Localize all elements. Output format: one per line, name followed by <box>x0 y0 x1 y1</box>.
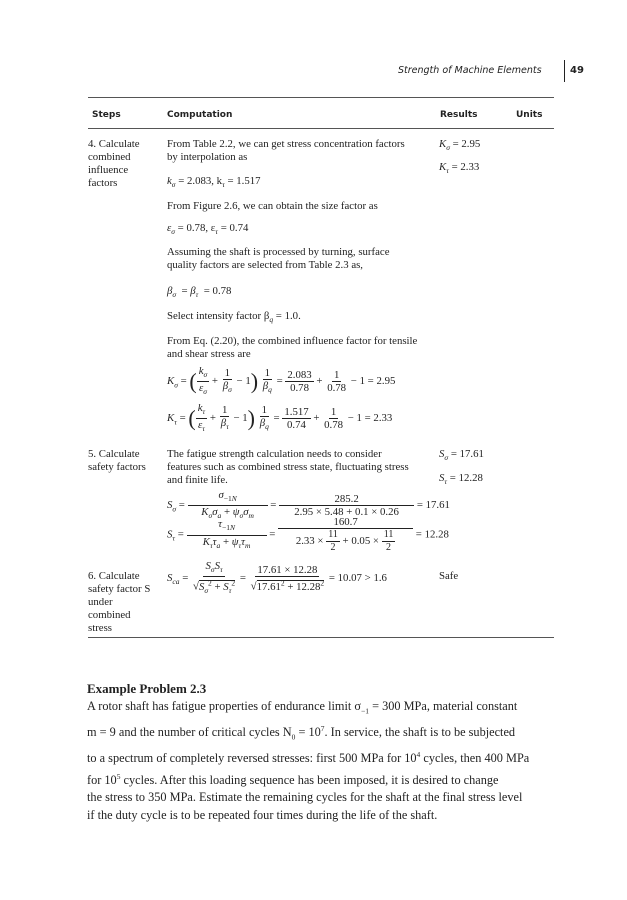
page-number: 49 <box>570 65 584 76</box>
step4-eq-intro: From Eq. (2.20), the combined influence factor for tensile and shear stress are <box>167 335 418 360</box>
step5-intro: The fatigue strength calculation needs to consider features such as combined stress state, fluctuating stress and finite life. <box>167 448 409 486</box>
step5-result-s-sigma: $S_\sigma = 17.61$ <box>439 448 484 463</box>
step4-eps-values: $\varepsilon_\sigma = 0.78$, $\varepsilon_\tau = 0.74$ <box>167 222 249 237</box>
example-title: Example Problem 2.3 <box>87 681 207 696</box>
step4-beta-values: $\beta_\sigma = \beta_\tau = 0.78$ <box>167 285 232 300</box>
step5-label: 5. Calculate safety factors <box>88 448 146 473</box>
step4-intensity: Select intensity factor $\beta_q = 1.0$. <box>167 310 301 325</box>
running-title: Strength of Machine Elements <box>398 65 542 76</box>
table-header-rule <box>88 128 554 129</box>
step4-surface-text: Assuming the shaft is processed by turning, surface quality factors are selected from Table 2.3 as, <box>167 246 390 271</box>
step4-k-values: $k_\sigma = 2.083$, $k_\tau = 1.517$ <box>167 175 261 190</box>
step4-result-k-sigma: $K_\sigma = 2.95$ <box>439 138 481 153</box>
step6-result: Safe <box>439 570 459 582</box>
s-ca-equation: $S_{ca}$ = $\frac{S_\sigma S_\tau}{√S_\sigma^2 + S_\tau^2}$ = $\frac{17.61 \times 12.28}{√17.61^2 + 12.28^2}$ = 10.07 > 1.6 <box>167 560 387 595</box>
step4-intro: From Table 2.2, we can get stress concentration factors by interpolation as <box>167 138 405 163</box>
col-header-results: Results <box>440 110 478 120</box>
k-sigma-equation: $K_\sigma$ = ( $\frac{k_\sigma}{\varepsilon_\sigma}$ + $\frac{1}{\beta_\sigma}$ − 1) $\frac{1}{\beta_q}$ = $\frac{2.083}{0.78}$ + $\frac{1}{0.78}$ − 1 = 2.95 <box>167 365 396 397</box>
col-header-steps: Steps <box>92 110 121 120</box>
step4-label: 4. Calculate combined influence factors <box>88 138 140 189</box>
example-paragraph: A rotor shaft has fatigue properties of endurance limit $\sigma_{-1} = 300$ MPa, material constant m = 9 and the number of critical cycles $N_0 = 10^7$. In service, the shaft is to be subjected to a spectrum of completely reversed stresses: first 500 MPa for $10^4$ cycles, then 400 MPa for $10^5$ cycles. After this loading sequence has been imposed, it is desired to change the stress to 350 MPa. Estimate the remaining cycles for the shaft at the final stress level if the duty cycle is to be repeated four times during the life of the shaft. <box>87 699 530 822</box>
step6-label: 6. Calculate safety factor S under combined stress <box>88 570 151 634</box>
table-bottom-rule <box>88 637 554 638</box>
col-header-computation: Computation <box>167 110 233 120</box>
step4-size-line: From Figure 2.6, we can obtain the size factor as <box>167 200 378 212</box>
s-tau-equation: $S_\tau$ = $\frac{\tau_{-1N}}{K_\tau\tau_a + \psi_\tau\tau_m}$ = 160.7 2.33 × $\frac{11}{2}$ + 0.05 × $\frac{11}{2}$ = 12.28 <box>167 516 449 553</box>
step5-result-s-tau: $S_\tau = 12.28$ <box>439 472 483 487</box>
s-sigma-equation: $S_\sigma$ = $\frac{\sigma_{-1N}}{K_\sigma\sigma_a + \psi_\sigma\sigma_m}$ = $\frac{285.2}{2.95 \times 5.48 + 0.1 \times 0.26}$ = 17.61 <box>167 489 450 521</box>
col-header-units: Units <box>516 110 543 120</box>
table-top-rule <box>88 97 554 98</box>
step4-result-k-tau: $K_\tau = 2.33$ <box>439 161 480 176</box>
header-divider <box>564 60 565 82</box>
k-tau-equation: $K_\tau$ = ( $\frac{k_\tau}{\varepsilon_\tau}$ + $\frac{1}{\beta_\tau}$ − 1) $\frac{1}{\beta_q}$ = $\frac{1.517}{0.74}$ + $\frac{1}{0.78}$ − 1 = 2.33 <box>167 402 393 434</box>
